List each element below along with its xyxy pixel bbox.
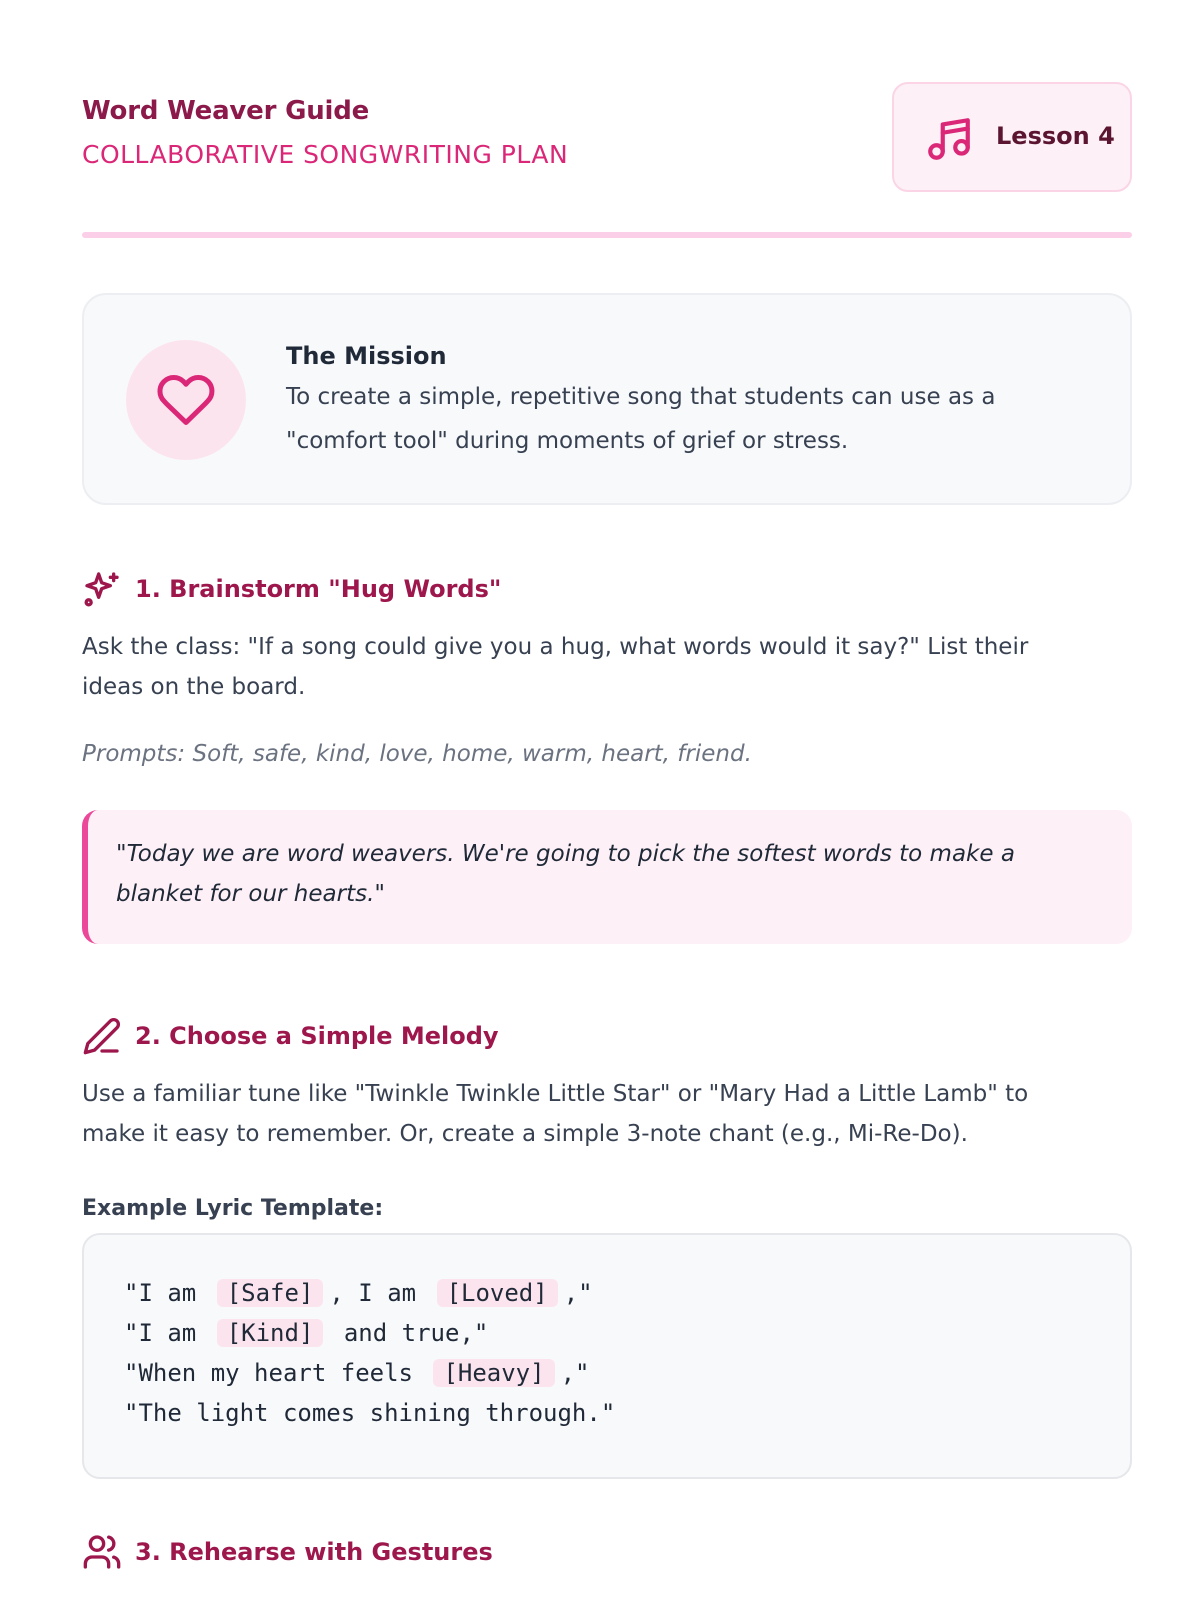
lyric-blank: [Kind] [217, 1319, 324, 1347]
header-divider [82, 232, 1132, 238]
lesson-number: Lesson 4 [996, 122, 1115, 150]
music-note-icon [924, 114, 974, 164]
users-icon [82, 1532, 122, 1572]
mission-card [82, 293, 1132, 505]
section-title: 3. Rehearse with Gestures [135, 1538, 493, 1566]
lyric-template [82, 1233, 1132, 1479]
section-title: 2. Choose a Simple Melody [135, 1022, 499, 1050]
lyric-line: "I am [Kind] and true," [124, 1319, 489, 1347]
section-melody-heading [82, 1016, 1132, 1060]
quote-text: "Today we are word weavers. We're going to pick the softest words to make a blanket for our hearts." [116, 841, 1015, 907]
page-header [82, 82, 1132, 192]
mission-title: The Mission [286, 342, 447, 370]
brainstorm-instructions: Ask the class: "If a song could give you a hug, what words would it say?" List their ideas on the board. [82, 634, 1029, 700]
lyric-blank: [Loved] [437, 1279, 558, 1307]
mission-text: To create a simple, repetitive song that students can use as a "comfort tool" during moments of grief or stress. [286, 384, 996, 454]
page-subtitle: COLLABORATIVE SONGWRITING PLAN [82, 140, 569, 169]
heart-icon [154, 370, 218, 430]
teacher-quote [82, 810, 1132, 944]
lyric-line: "The light comes shining through." [124, 1399, 616, 1427]
lyric-line: "When my heart feels [Heavy] ," [124, 1359, 590, 1387]
page-title: Word Weaver Guide [82, 96, 370, 126]
brainstorm-prompts: Prompts: Soft, safe, kind, love, home, warm, heart, friend. [82, 741, 752, 767]
lesson-badge [892, 82, 1132, 192]
lyric-line: "I am [Safe] , I am [Loved] ," [124, 1279, 593, 1307]
melody-instructions: Use a familiar tune like "Twinkle Twinkle Little Star" or "Mary Had a Little Lamb" to make it easy to remember. Or, create a simple 3-note chant (e.g., Mi-Re-Do). [82, 1081, 1029, 1147]
section-brainstorm-heading [82, 569, 1132, 613]
template-label: Example Lyric Template: [82, 1196, 384, 1221]
section-title: 1. Brainstorm "Hug Words" [135, 575, 502, 603]
pencil-icon [82, 1016, 122, 1056]
section-rehearse-heading [82, 1532, 1132, 1576]
lyric-blank: [Heavy] [433, 1359, 554, 1387]
mission-icon-circle [126, 340, 246, 460]
lyric-blank: [Safe] [217, 1279, 324, 1307]
lyric-lines [124, 1273, 615, 1433]
sparkles-icon [82, 569, 122, 609]
